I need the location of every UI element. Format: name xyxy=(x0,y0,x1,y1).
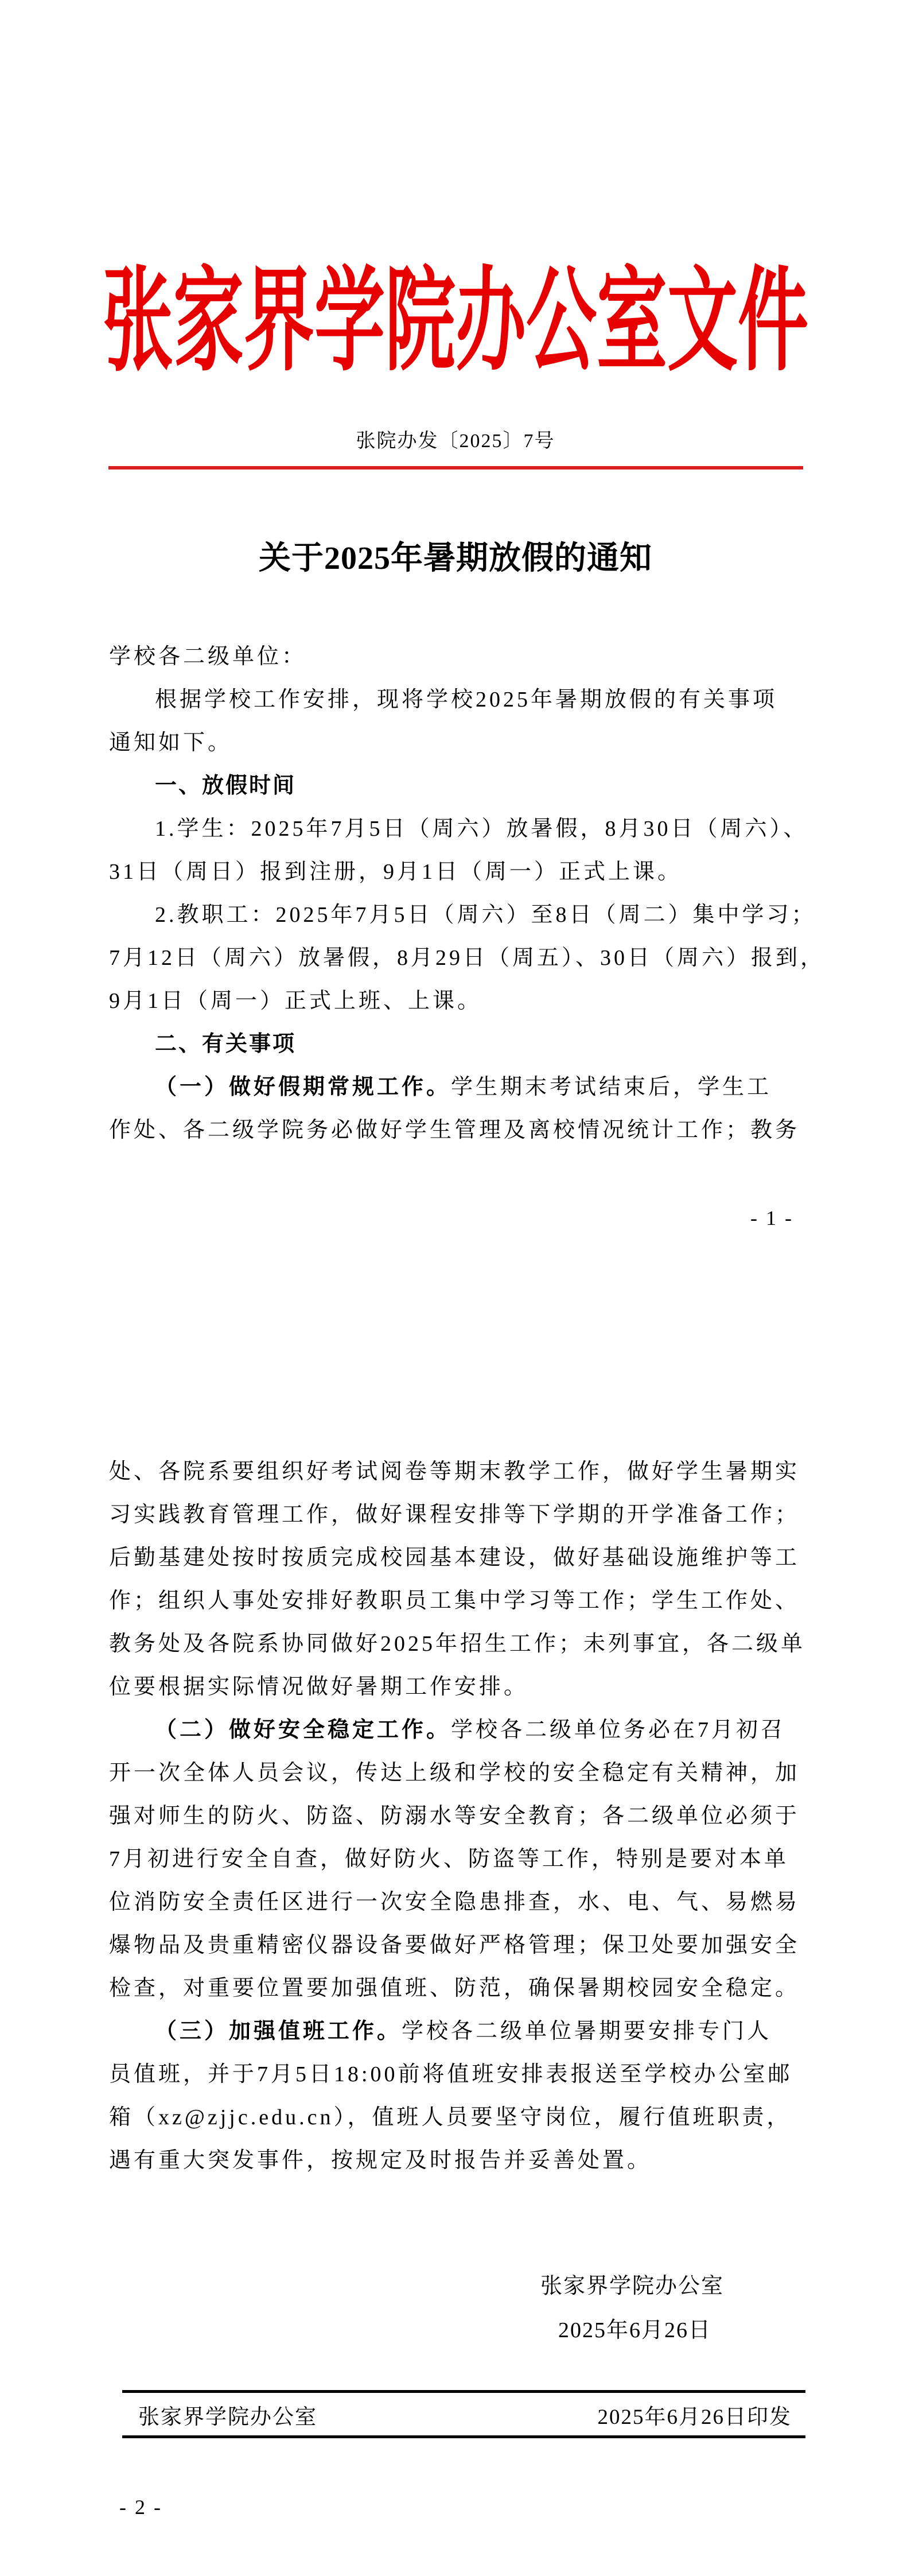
footer-rule-bottom xyxy=(122,2435,805,2438)
footer-print-date: 2025年6月26日印发 xyxy=(597,2406,792,2429)
body-line: 开一次全体人员会议，传达上级和学校的安全稳定有关精神，加 xyxy=(109,1761,800,1785)
body-line: 检查，对重要位置要加强值班、防范，确保暑期校园安全稳定。 xyxy=(109,1976,800,2000)
body-line: 2.教职工：2025年7月5日（周六）至8日（周二）集中学习； xyxy=(155,903,816,927)
signature-org: 张家界学院办公室 xyxy=(540,2274,724,2298)
subsection-lead-2: （二）做好安全稳定工作。 xyxy=(155,1718,451,1742)
section-heading-1: 一、放假时间 xyxy=(155,774,297,798)
red-separator-line xyxy=(108,466,803,470)
subsection-lead-3: （三）加强值班工作。 xyxy=(155,2019,402,2043)
footer-issuer: 张家界学院办公室 xyxy=(138,2406,317,2429)
subsection-lead-1: （一）做好假期常规工作。 xyxy=(155,1075,451,1099)
body-line: 习实践教育管理工作，做好课程安排等下学期的开学准备工作； xyxy=(109,1503,800,1527)
body-line xyxy=(109,2010,805,2053)
body-line: 爆物品及贵重精密仪器设备要做好严格管理；保卫处要加强安全 xyxy=(109,1933,800,1957)
doc-title: 关于2025年暑期放假的通知 xyxy=(259,541,652,576)
body-line: 箱（xz@zjjc.edu.cn），值班人员要坚守岗位，履行值班职责， xyxy=(109,2105,792,2129)
body-line: 位消防安全责任区进行一次安全隐患排查，水、电、气、易燃易 xyxy=(109,1890,800,1914)
footer-row xyxy=(122,2404,805,2431)
body-line: 根据学校工作安排，现将学校2025年暑期放假的有关事项 xyxy=(155,688,778,712)
body-text: 学生期末考试结束后，学生工 xyxy=(451,1075,772,1099)
body-line: 通知如下。 xyxy=(109,731,233,755)
page2-body xyxy=(109,1450,805,2182)
body-line: 作；组织人事处安排好教职员工集中学习等工作；学生工作处、 xyxy=(109,1589,800,1613)
section-heading-2: 二、有关事项 xyxy=(155,1032,297,1056)
red-header-title: 张家界学院办公室文件 xyxy=(103,258,808,385)
body-line: 7月12日（周六）放暑假，8月29日（周五）、30日（周六）报到， xyxy=(109,946,826,970)
footer-rule-top xyxy=(122,2390,805,2393)
body-line: 9月1日（周一）正式上班、上课。 xyxy=(109,989,482,1013)
body-line xyxy=(109,1709,805,1752)
doc-number: 张院办发〔2025〕7号 xyxy=(356,430,555,452)
body-line: 7月初进行安全自查，做好防火、防盗等工作，特别是要对本单 xyxy=(109,1847,789,1871)
body-text: 学校各二级单位务必在7月初召 xyxy=(451,1718,786,1742)
salutation-line: 学校各二级单位： xyxy=(109,645,307,669)
body-line: 后勤基建处按时按质完成校园基本建设，做好基础设施维护等工 xyxy=(109,1546,800,1570)
body-line: 教务处及各院系协同做好2025年招生工作；未列事宜，各二级单 xyxy=(109,1632,806,1656)
body-text: 学校各二级单位暑期要安排专门人 xyxy=(402,2019,772,2043)
body-line: 员值班，并于7月5日18:00前将值班安排表报送至学校办公室邮 xyxy=(109,2062,793,2086)
body-line xyxy=(109,1066,805,1109)
page1-body xyxy=(109,635,826,1152)
body-line: 位要根据实际情况做好暑期工作安排。 xyxy=(109,1675,529,1699)
body-line: 1.学生：2025年7月5日（周六）放暑假，8月30日（周六）、 xyxy=(155,817,808,841)
body-line: 作处、各二级学院务必做好学生管理及离校情况统计工作；教务 xyxy=(109,1118,800,1142)
body-line: 31日（周日）报到注册，9月1日（周一）正式上课。 xyxy=(109,860,683,884)
body-line: 强对师生的防火、防盗、防溺水等安全教育；各二级单位必须于 xyxy=(109,1804,800,1828)
body-line: 遇有重大突发事件，按规定及时报告并妥善处置。 xyxy=(109,2148,652,2172)
page-number-2: - 2 - xyxy=(119,2496,162,2519)
page-number-1: - 1 - xyxy=(750,1206,793,1229)
signature-date: 2025年6月26日 xyxy=(558,2318,711,2342)
body-line: 处、各院系要组织好考试阅卷等期末教学工作，做好学生暑期实 xyxy=(109,1460,800,1484)
